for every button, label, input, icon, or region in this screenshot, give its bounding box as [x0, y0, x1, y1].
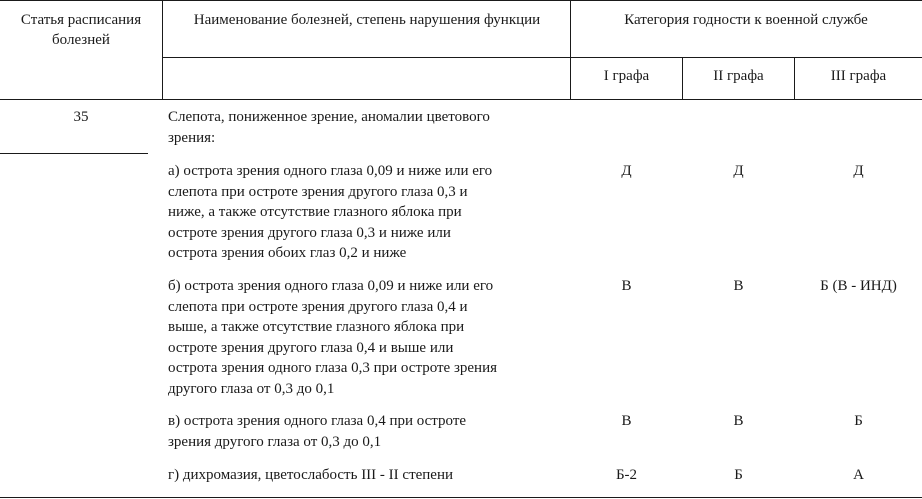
row-c-graph-1: В [621, 413, 632, 429]
header-category-column: Категория годности к военной службе [624, 12, 868, 28]
row-b-graph-2: В [733, 278, 744, 294]
article-number: 35 [73, 109, 89, 125]
article-number-underline [0, 153, 148, 154]
row-c-graph-3: Б [854, 413, 863, 429]
table-bottom-border [0, 497, 922, 498]
header-name-column: Наименование болезней, степень нарушения функции [193, 12, 541, 28]
row-a-graph-1: Д [621, 163, 632, 179]
row-a-graph-2: Д [733, 163, 744, 179]
article-title: Слепота, пониженное зрение, аномалии цветового зрения: [168, 109, 490, 146]
header-col-divider-1 [162, 0, 163, 99]
row-d-graph-3: А [853, 467, 864, 483]
row-b-description: б) острота зрения одного глаза 0,09 и ниже или его слепота при остроте зрения другого глаза 0,4 и выше, а также отсутствие глазного яблока при остроте зрения другого глаза 0,4 и выше или острота зрения одного глаза 0,3 при остроте зрения другого глаза от 0,3 до 0,1 [168, 278, 498, 397]
table-top-border [0, 0, 922, 1]
row-d-graph-2: Б [734, 467, 743, 483]
row-b-graph-1: В [621, 278, 632, 294]
row-b-graph-3: Б (В - ИНД) [820, 278, 897, 294]
row-a-graph-3: Д [853, 163, 864, 179]
row-a-description: а) острота зрения одного глаза 0,09 и ниже или его слепота при остроте зрения другого глаза 0,3 и ниже, а также отсутствие глазного яблока при остроте зрения другого глаза 0,3 и ниже или острота зрения обоих глаз 0,2 и ниже [168, 163, 493, 261]
row-c-graph-2: В [733, 413, 744, 429]
row-d-graph-1: Б-2 [615, 467, 638, 483]
row-d-description: г) дихромазия, цветослабость III - II степени [168, 467, 454, 483]
header-divider [162, 57, 922, 58]
row-c-description: в) острота зрения одного глаза 0,4 при остроте зрения другого глаза от 0,3 до 0,1 [168, 413, 467, 450]
header-graph-1: I графа [603, 68, 650, 84]
header-graph-3: III графа [830, 68, 887, 84]
header-bottom-border [0, 99, 922, 100]
header-graph-2: II графа [713, 68, 764, 84]
header-article-column: Статья расписания болезней [20, 12, 142, 48]
